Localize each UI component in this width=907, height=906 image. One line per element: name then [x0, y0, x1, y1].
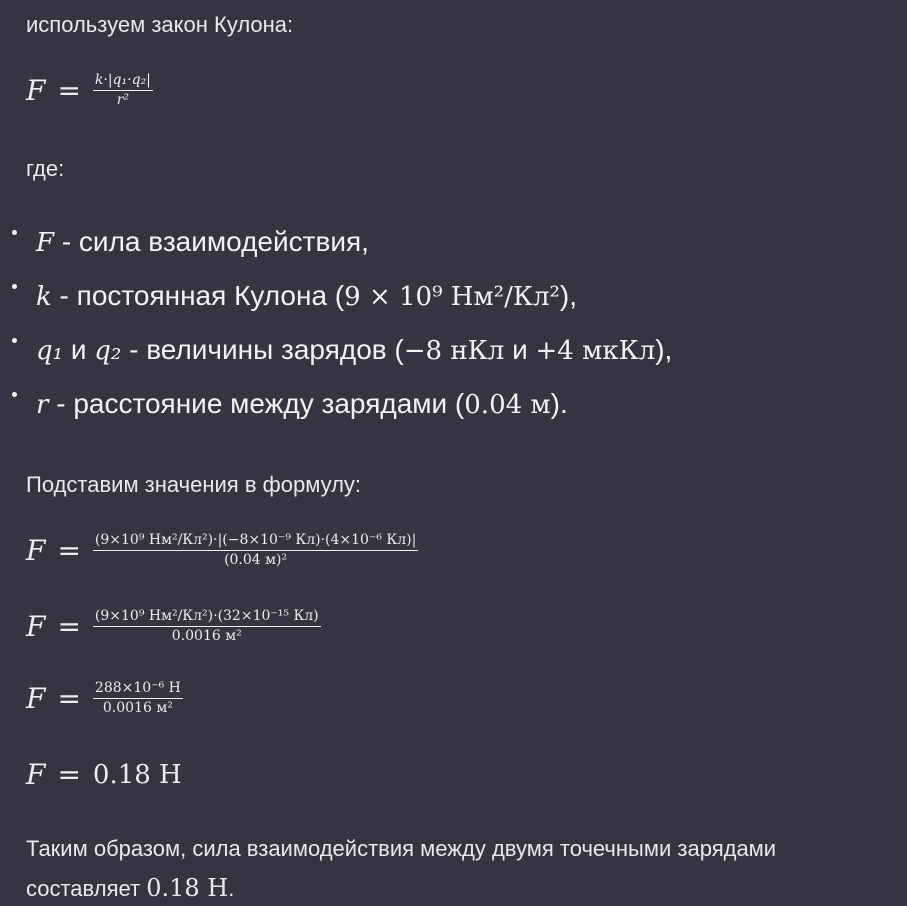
step-lhs: F [26, 681, 46, 715]
step-eq: = [57, 758, 81, 791]
step-denominator: 0.0016 м² [171, 628, 242, 645]
symbol-r: r [36, 390, 49, 420]
conclusion-line-1: Таким образом, сила взаимодействия между двумя точечными зарядами [26, 836, 777, 861]
step-denominator: 0.0016 м² [102, 700, 173, 717]
list-item [36, 280, 577, 312]
bullet-dot [12, 338, 17, 343]
step-1-equation [26, 532, 418, 568]
definition-math-2: +4 мкКл [535, 336, 656, 366]
bullet-dot [12, 392, 17, 397]
list-item [36, 388, 568, 420]
conclusion-value: 0.18 Н [146, 874, 229, 902]
step-numerator: (9×10⁹ Нм²/Кл²)·|(−8×10⁻⁹ Кл)·(4×10⁻⁶ Кл)| [93, 532, 418, 551]
where-label: где: [26, 156, 65, 181]
step-denominator: (0.04 м)² [224, 552, 288, 569]
coulomb-formula [26, 72, 153, 108]
definition-text: - постоянная Кулона ( [59, 280, 345, 311]
intro-text: используем закон Кулона: [26, 12, 294, 37]
step-3-equation [26, 680, 183, 716]
definition-text: - сила взаимодействия, [61, 226, 369, 257]
formula-numerator: k·|q₁·q₂| [93, 72, 153, 91]
symbol-q2: q₂ [94, 336, 122, 366]
list-item [36, 334, 672, 366]
formula-lhs: F [26, 73, 46, 107]
step-lhs: F [26, 609, 46, 643]
symbol-q1: q₁ [36, 336, 64, 366]
step-eq: = [57, 681, 81, 715]
step-2-equation [26, 608, 321, 644]
bullet-dot [12, 230, 17, 235]
step-lhs: F [26, 533, 46, 567]
formula-eq: = [57, 73, 81, 107]
definition-math: −8 нКл [403, 336, 505, 366]
definition-tail: ), [655, 334, 673, 365]
formula-fraction [93, 72, 153, 108]
definition-tail: ). [550, 388, 568, 419]
list-item [36, 226, 369, 258]
and-word-2: и [512, 334, 528, 365]
symbol-k: k [36, 282, 52, 312]
formula-denominator: r² [116, 92, 130, 109]
substitute-label: Подставим значения в формулу: [26, 472, 362, 497]
definition-math: 9 × 10⁹ Нм²/Кл² [344, 282, 560, 312]
result-equation [26, 758, 182, 791]
result-value: 0.18 Н [92, 759, 182, 790]
definition-math: 0.04 м [464, 390, 551, 420]
step-fraction [93, 532, 418, 568]
step-lhs: F [26, 758, 46, 791]
conclusion-text: составляет [26, 876, 141, 901]
definition-text: - расстояние между зарядами ( [56, 388, 465, 419]
step-eq: = [57, 533, 81, 567]
step-fraction [93, 680, 183, 716]
step-eq: = [57, 609, 81, 643]
bullet-dot [12, 284, 17, 289]
step-numerator: (9×10⁹ Нм²/Кл²)·(32×10⁻¹⁵ Кл) [93, 608, 321, 627]
conclusion-tail: . [228, 876, 235, 901]
definition-text: - величины зарядов ( [129, 334, 404, 365]
step-fraction [93, 608, 321, 644]
step-numerator: 288×10⁻⁶ Н [93, 680, 183, 699]
definition-tail: ), [559, 280, 578, 311]
and-word: и [70, 334, 87, 365]
symbol-f: F [36, 228, 55, 258]
conclusion-line-2 [26, 874, 234, 902]
